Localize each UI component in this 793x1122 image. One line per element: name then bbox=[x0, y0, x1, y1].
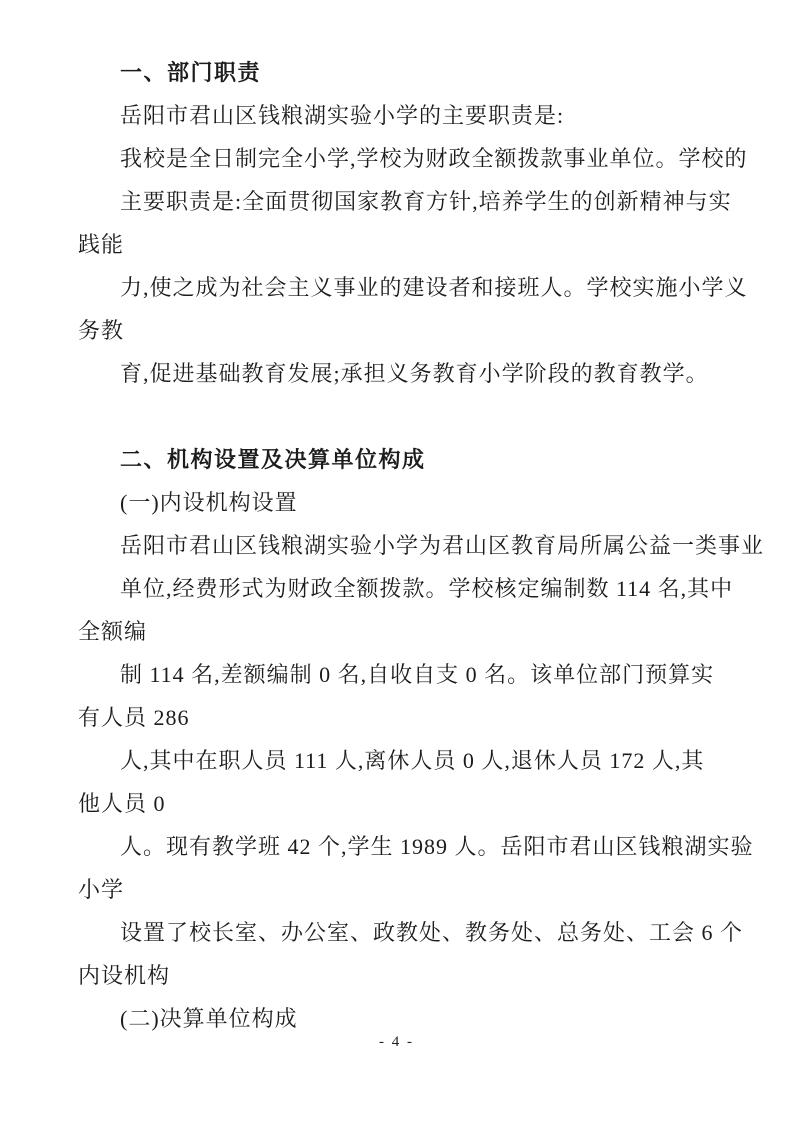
paragraph-line: 务教 bbox=[78, 318, 125, 343]
paragraph-line: 单位,经费形式为财政全额拨款。学校核定编制数 114 名,其中 bbox=[120, 576, 734, 601]
paragraph-line: 全额编 bbox=[78, 619, 148, 644]
paragraph-line: 人。现有教学班 42 个,学生 1989 人。岳阳市君山区钱粮湖实验 bbox=[120, 834, 754, 859]
blank-line bbox=[78, 395, 769, 438]
document-page bbox=[78, 51, 769, 1040]
paragraph-line: 制 114 名,差额编制 0 名,自收自支 0 名。该单位部门预算实 bbox=[120, 662, 715, 687]
section-1-heading: 一、部门职责 bbox=[120, 60, 262, 85]
section-2-heading: 二、机构设置及决算单位构成 bbox=[120, 447, 426, 472]
paragraph-line: 内设机构 bbox=[78, 963, 171, 988]
subsection-2-heading: (二)决算单位构成 bbox=[120, 1006, 298, 1031]
page-number: - 4 - bbox=[379, 1034, 414, 1050]
paragraph-line: 践能 bbox=[78, 232, 125, 257]
paragraph-line: 岳阳市君山区钱粮湖实验小学的主要职责是: bbox=[120, 103, 565, 128]
paragraph-line: 主要职责是:全面贯彻国家教育方针,培养学生的创新精神与实 bbox=[120, 189, 732, 214]
paragraph-line: 力,使之成为社会主义事业的建设者和接班人。学校实施小学义 bbox=[120, 275, 748, 300]
paragraph-line: 人,其中在职人员 111 人,离休人员 0 人,退休人员 172 人,其 bbox=[120, 748, 705, 773]
paragraph-line: 他人员 0 bbox=[78, 791, 166, 816]
paragraph-line: 岳阳市君山区钱粮湖实验小学为君山区教育局所属公益一类事业 bbox=[120, 533, 765, 558]
paragraph-line: 小学 bbox=[78, 877, 125, 902]
paragraph-line: 设置了校长室、办公室、政教处、教务处、总务处、工会 6 个 bbox=[120, 920, 744, 945]
paragraph-line: 育,促进基础教育发展;承担义务教育小学阶段的教育教学。 bbox=[120, 361, 709, 386]
paragraph-line: 有人员 286 bbox=[78, 705, 190, 730]
paragraph-line: 我校是全日制完全小学,学校为财政全额拨款事业单位。学校的 bbox=[120, 146, 748, 171]
subsection-1-heading: (一)内设机构设置 bbox=[120, 490, 298, 515]
